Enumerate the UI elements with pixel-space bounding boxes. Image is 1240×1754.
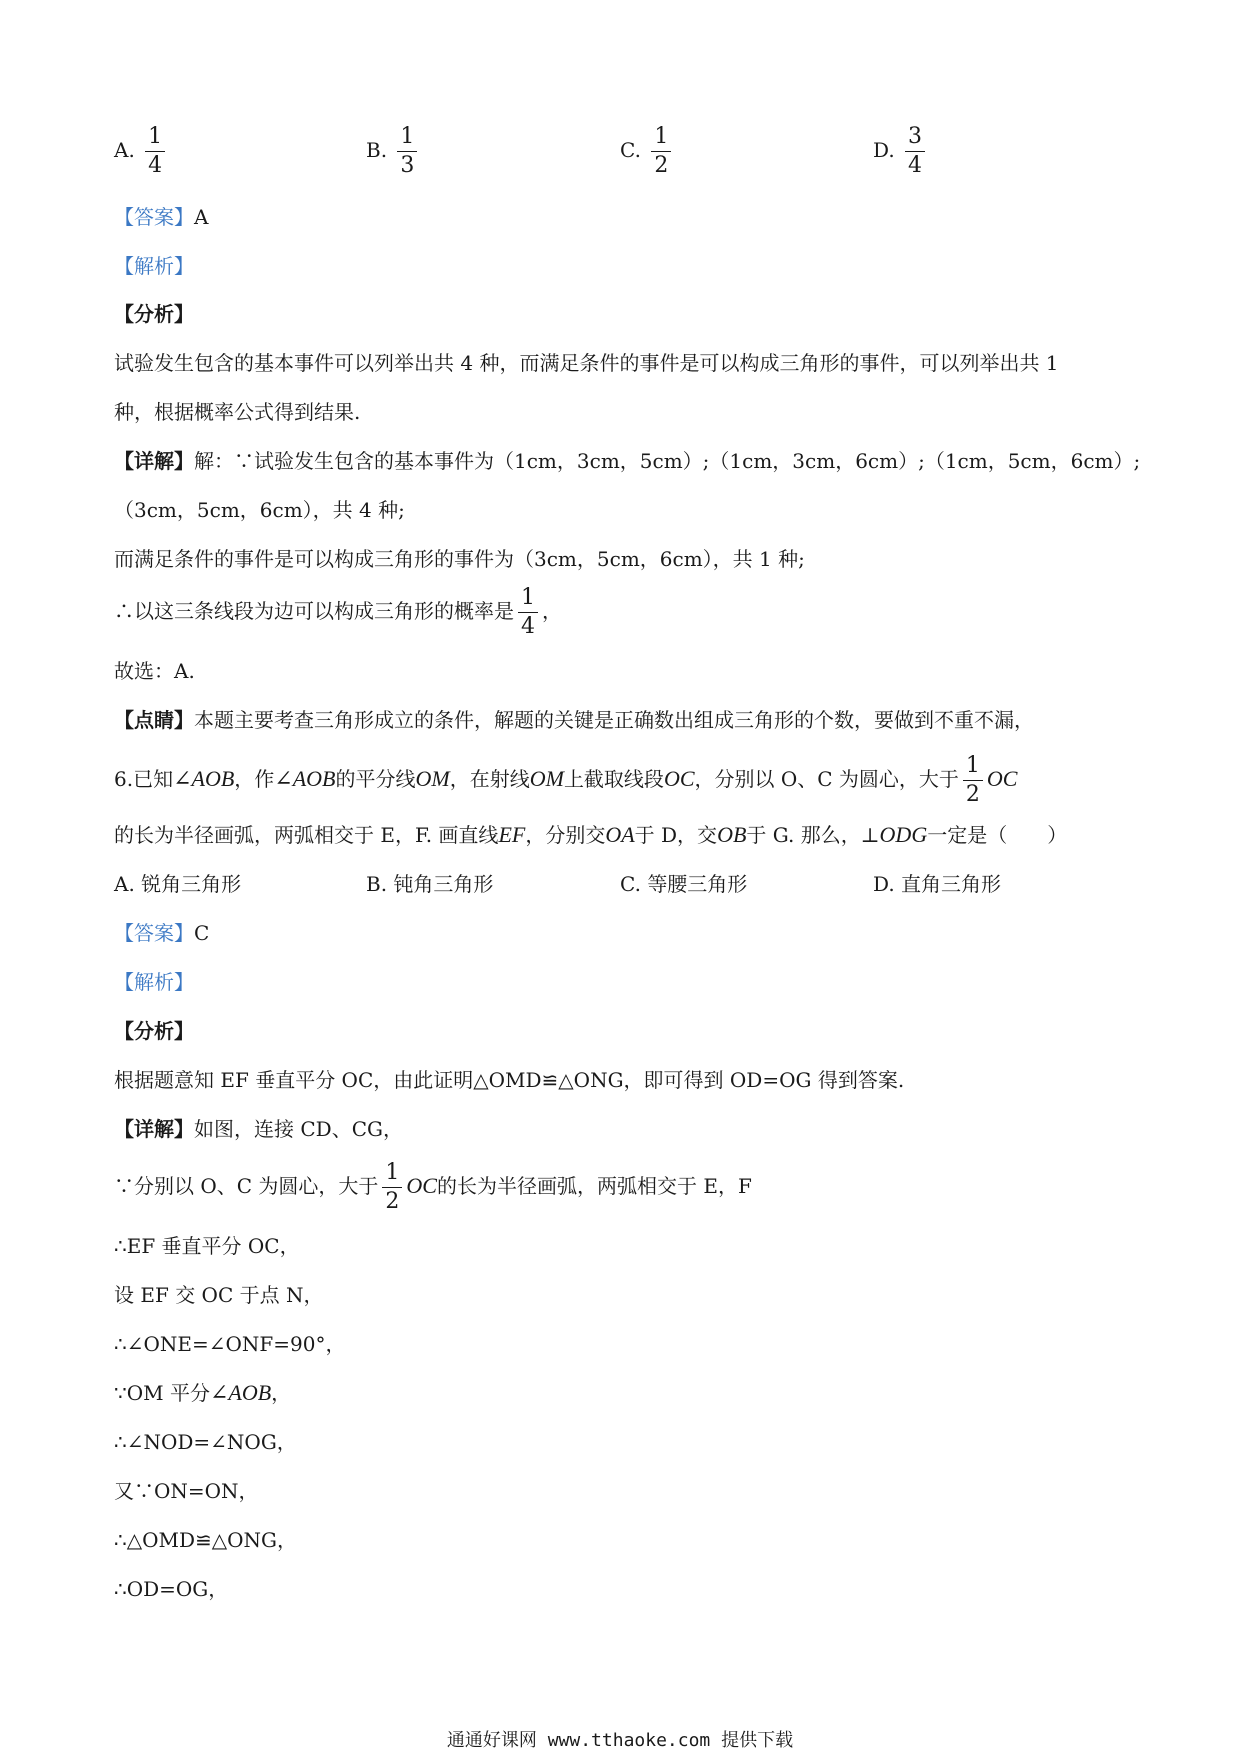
q6-option-c: C. 等腰三角形 — [620, 872, 748, 896]
q6-detail-4: 设 EF 交 OC 于点 N， — [114, 1283, 324, 1307]
q5-detail-line3: 而满足条件的事件是可以构成三角形的事件为（3cm，5cm，6cm），共 1 种; — [114, 547, 805, 571]
fraction: $\frac{1}{2}$ — [963, 754, 983, 807]
q5-detail-line2: （3cm，5cm，6cm），共 4 种; — [114, 498, 405, 522]
q5-dianjing: 【点睛】本题主要考查三角形成立的条件，解题的关键是正确数出组成三角形的个数，要做到不重不漏， — [114, 708, 1034, 732]
page-footer: 通通好课网 www.tthaoke.com 提供下载 — [446, 1730, 794, 1751]
q5-detail-line4: ∴以这三条线段为边可以构成三角形的概率是 $\frac{1}{4}$ ， — [114, 585, 562, 639]
q5-option-d: D. $\frac{3}{4}$ — [873, 125, 929, 178]
q6-detail-6: ∵OM 平分∠AOB， — [114, 1380, 292, 1405]
q5-detail-line1: 【详解】解：∵试验发生包含的基本事件为（1cm，3cm，5cm）;（1cm，3cm，6cm）;（1cm，5cm，6cm）; — [114, 449, 1141, 473]
fraction: $\frac{3}{4}$ — [905, 125, 925, 178]
q5-option-c: C. $\frac{1}{2}$ — [620, 125, 675, 178]
q6-analysis-tag: 【解析】 — [114, 970, 194, 994]
q5-choose: 故选：A. — [114, 659, 195, 683]
q6-stem-line2: 的长为半径画弧，两弧相交于 E，F. 画直线EF，分别交OA于 D，交OB于 G. 那么，⊥ODG一定是（ ） — [114, 822, 1068, 847]
fraction: $\frac{1}{4}$ — [518, 586, 538, 639]
q6-detail-10: ∴OD=OG， — [114, 1577, 229, 1601]
q6-detail-7: ∴∠NOD=∠NOG， — [114, 1430, 297, 1454]
q6-detail-9: ∴△OMD≌△ONG， — [114, 1528, 298, 1552]
q5-fenxi-line1: 试验发生包含的基本事件可以列举出共 4 种，而满足条件的事件是可以构成三角形的事件，可以列举出共 1 — [114, 351, 1059, 375]
q6-fenxi-tag: 【分析】 — [114, 1019, 194, 1043]
q6-stem-line1: 6.已知∠AOB，作∠AOB的平分线OM，在射线OM上截取线段OC，分别以 O、C 为圆心，大于 $\frac{1}{2}$ OC — [114, 753, 1018, 807]
q5-option-b: B. $\frac{1}{3}$ — [366, 125, 421, 178]
q6-option-a: A. 锐角三角形 — [114, 872, 242, 896]
q5-answer: 【答案】A — [114, 205, 209, 229]
q5-fenxi-line2: 种，根据概率公式得到结果. — [114, 400, 361, 424]
q6-fenxi: 根据题意知 EF 垂直平分 OC，由此证明△OMD≌△ONG，即可得到 OD=OG 得到答案. — [114, 1068, 905, 1092]
fraction: $\frac{1}{3}$ — [397, 125, 417, 178]
fraction: $\frac{1}{2}$ — [382, 1161, 402, 1214]
q5-analysis-tag: 【解析】 — [114, 254, 194, 278]
q6-detail-2: ∵分别以 O、C 为圆心，大于 $\frac{1}{2}$ OC的长为半径画弧，两弧相交于 E，F — [114, 1160, 752, 1214]
q5-option-a: A. $\frac{1}{4}$ — [114, 125, 169, 178]
q6-detail-8: 又∵ON=ON， — [114, 1479, 259, 1503]
q6-option-d: D. 直角三角形 — [873, 872, 1002, 896]
fraction: $\frac{1}{4}$ — [145, 125, 165, 178]
q6-option-b: B. 钝角三角形 — [366, 872, 494, 896]
q6-detail-1: 【详解】如图，连接 CD、CG， — [114, 1117, 403, 1141]
q6-detail-3: ∴EF 垂直平分 OC， — [114, 1234, 300, 1258]
fraction: $\frac{1}{2}$ — [651, 125, 671, 178]
q6-detail-5: ∴∠ONE=∠ONF=90°， — [114, 1332, 346, 1356]
q6-answer: 【答案】C — [114, 921, 210, 945]
q5-fenxi-tag: 【分析】 — [114, 302, 194, 326]
